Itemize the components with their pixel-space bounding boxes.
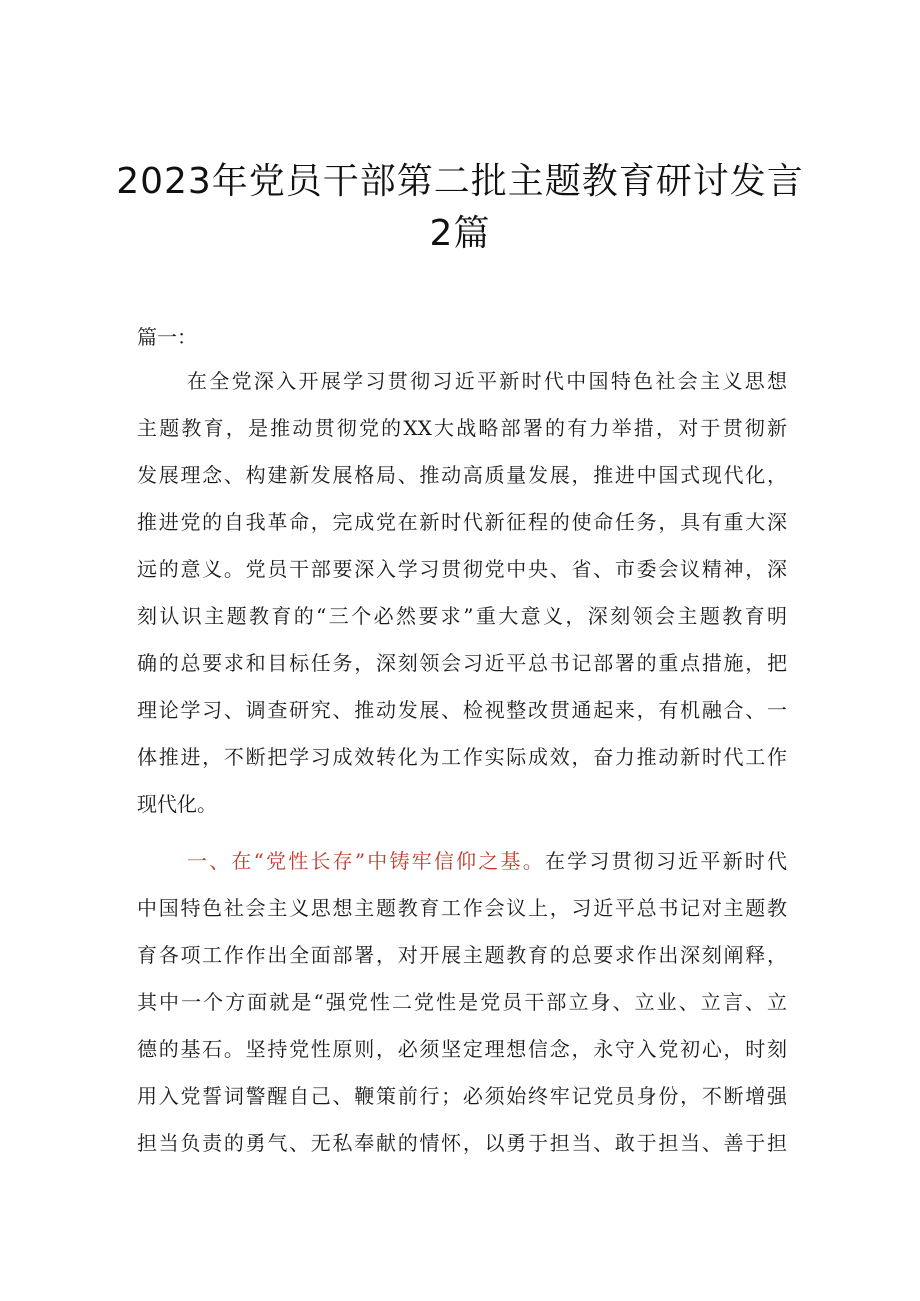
paragraph-2-line: 育各项工作作出全面部署，对开展主题教育的总要求作出深刻阐释， (137, 943, 787, 967)
paragraph-2-first-line-rest: 在学习贯彻习近平新时代 (544, 849, 788, 873)
paragraph-1-line: 现代化。 (137, 792, 217, 816)
document-title-line-2: 2篇 (429, 213, 491, 254)
paragraph-1-line: 刻认识主题教育的“三个必然要求”重大意义，深刻领会主题教育明 (137, 604, 787, 628)
paragraph-2-line: 担当负责的勇气、无私奉献的情怀，以勇于担当、敢于担当、善于担 (137, 1131, 787, 1155)
paragraph-2-line: 中国特色社会主义思想主题教育工作会议上，习近平总书记对主题教 (137, 896, 787, 920)
paragraph-1-line: 远的意义。党员干部要深入学习贯彻党中央、省、市委会议精神，深 (137, 557, 787, 581)
paragraph-2-first-line (187, 848, 787, 874)
paragraph-2-line: 用入党誓词警醒自己、鞭策前行；必须始终牢记党员身份，不断增强 (137, 1084, 787, 1108)
paragraph-2-line: 其中一个方面就是“强党性二党性是党员干部立身、立业、立言、立 (137, 990, 787, 1014)
paragraph-1-line: 体推进，不断把学习成效转化为工作实际成效，奋力推动新时代工作 (137, 745, 787, 769)
paragraph-1-line: 发展理念、构建新发展格局、推动高质量发展，推进中国式现代化， (137, 463, 787, 487)
paragraph-1-line: 主题教育，是推动贯彻党的XX大战略部署的有力举措，对于贯彻新 (137, 416, 787, 440)
paragraph-1-line: 理论学习、调查研究、推动发展、检视整改贯通起来，有机融合、一 (137, 698, 787, 722)
paragraph-1-line: 推进党的自我革命，完成党在新时代新征程的使命任务，具有重大深 (137, 510, 787, 534)
paragraph-1-line: 在全党深入开展学习贯彻习近平新时代中国特色社会主义思想 (187, 369, 787, 393)
section-label: 篇一： (137, 325, 197, 349)
document-title-line-1: 2023年党员干部第二批主题教育研讨发言 (116, 161, 804, 202)
paragraph-2-heading: 一、在“党性长存”中铸牢信仰之基。 (187, 849, 545, 873)
paragraph-1-line: 确的总要求和目标任务，深刻领会习近平总书记部署的重点措施，把 (137, 651, 787, 675)
paragraph-2-line: 德的基石。坚持党性原则，必须坚定理想信念，永守入党初心，时刻 (137, 1037, 787, 1061)
